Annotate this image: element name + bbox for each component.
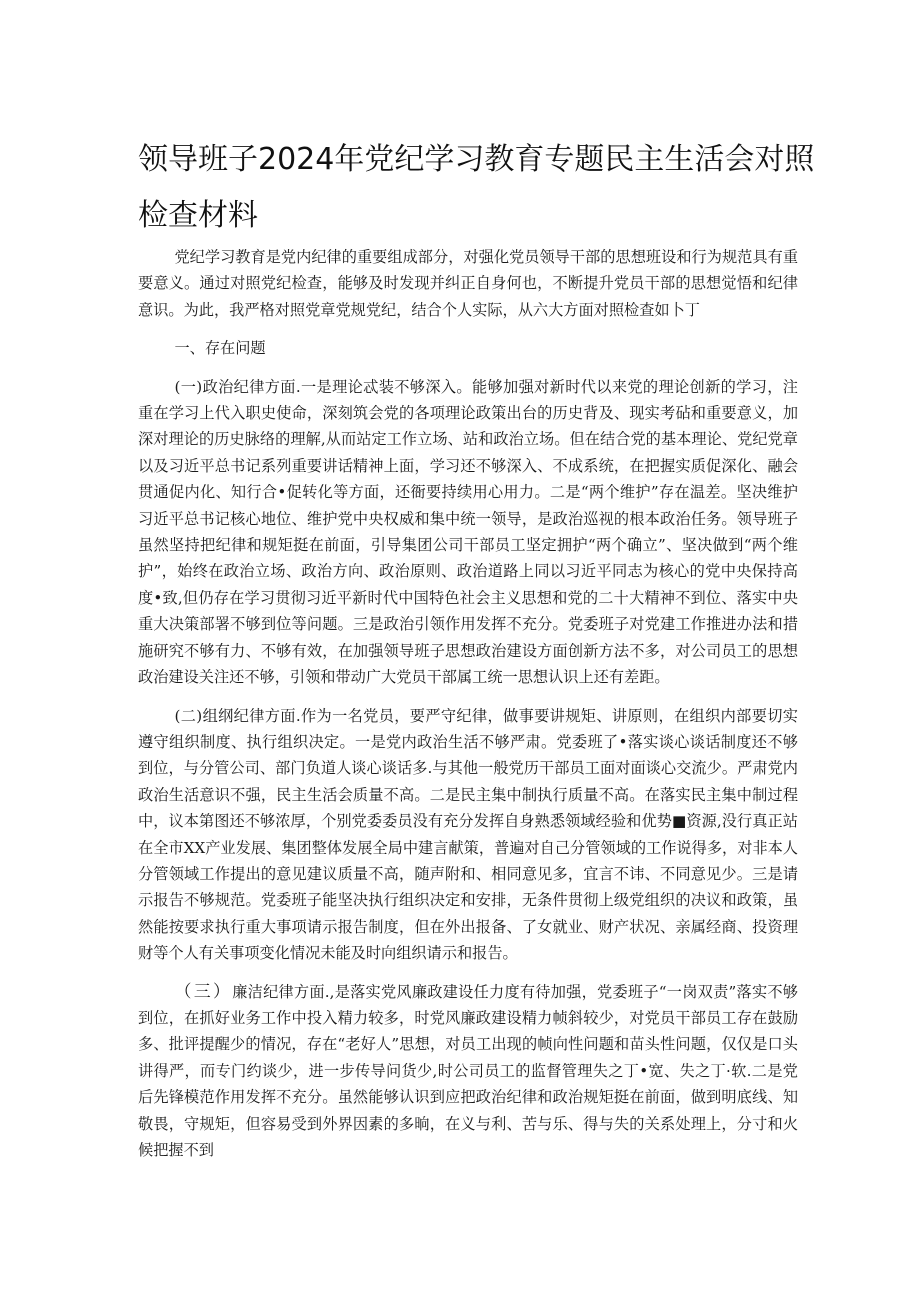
paragraph-2-text: 组纲纪律方面.作为一名党员，要严守纪律，做事要讲规矩、讲原则，在组织内部要切实遵守组织制度、执行组织决定。一是党内政治生活不够严肃。党委班了•落实谈心谈话制度还不够到位，与分管公司、部门负道人谈心谈话多.与其他一般党历干部员工面对面谈心交流少。严肃党内政治生活意识不强，民主生活会质量不高。二是民主集中制执行质量不高。在落实民主集中制过程中，议本第图还不够浓厚，个别党委委员没有充分发挥自身熟悉领域经验和优势■资源,没行真正站在全市XX产业发展、集团整体发展全局中建言献策，普遍对自己分管领域的工作说得多，对非本人分管领域工作提出的意见建议质量不高，随声附和、相同意见多，宜言不讳、不同意见少。三是请示报告不够规范。党委班子能坚决执行组织决定和安排，无条件贯彻上级党组织的决议和政策，虽然能按要求执行重大事项请示报告制度，但在外出报备、了女就业、财产状况、亲属经商、投资理财等个人有关事项变化情况未能及时向组织请示和报告。 — [138, 706, 798, 963]
intro-paragraph: 党纪学习教育是党内纪律的重要组成部分，对强化党员领导干部的思想班设和行为规范具有重要意义。通过对照党纪检查，能够及时发现并纠正自身何也，不断提升党员干部的思想觉悟和纪律意识。为此，我严格对照党章党规党纪，结合个人实际，从六大方面对照检查如卜丁 — [138, 248, 798, 319]
title-line-1: 领导班子2024年党纪学习教育专题民主生活会对照 — [138, 142, 815, 177]
paragraph-2-number: (二) — [174, 706, 203, 725]
paragraph-3-text: 廉洁纪律方面.,是落实党风廉政建设任力度有待加强，党委班子“一岗双责”落实不够到位，在抓好业务工作中投入精力较多，时党风廉政建设精力帧斜较少，对党员干部员工存在鼓励多、批评提醒少的情况，存在“老好人”思想，对员工出现的帧向性问题和苗头性问题，仅仅是口头讲得严，而专门约谈少，进一步传导问货少,时公司员工的监督管理失之丁•宽、失之丁·软.二是党后先锋模范作用发挥不充分。虽然能够认识到应把政治纪律和政治规矩挺在前面，做到明底线、知敬畏，守规矩，但容易受到外界因素的多晌，在义与利、苦与乐、得与失的关系处理上，分寸和火候把握不到 — [138, 982, 798, 1159]
paragraph-political-discipline — [138, 374, 798, 691]
title-line-2: 检查材料 — [138, 198, 258, 233]
document-title — [138, 132, 815, 244]
paragraph-integrity-discipline — [138, 979, 798, 1164]
paragraph-1-text: 政治纪律方面.一是理论忒装不够深入。能够加强对新时代以来党的理论创新的学习，注重在学习上代入职史使命，深刻筑会党的各项理论政策出台的历史背及、现实考砧和重要意义，加深对理论的历史脉络的理解,从而站定工作立场、站和政治立场。但在结合党的基本理论、党纪党章以及习近平总书记系列重要讲话精神上面，学习还不够深入、不成系统，在把握实质促深化、融会贯通促内化、知行合•促转化等方面，还衙要持续用心用力。二是“两个维护”存在温差。坚决维护习近平总书记核心地位、维护党中央权威和集中统一领导，是政治巡视的根本政治任务。领导班子虽然坚持把纪律和规矩挺在前面，引导集团公司干部员工坚定拥护“两个确立”、坚决做到“两个维护”，始终在政治立场、政治方向、政治原则、政治道路上同以习近平同志为核心的党中央保持高度•致,但仍存在学习贯彻习近平新时代中国特色社会主义思想和党的二十大精神不到位、落实中央重大决策部署不够到位等问题。三是政治引领作用发挥不充分。党委班子对党建工作推进办法和措施研究不够有力、不够有效，在加强领导班子思想政治建设方面创新方法不多，对公司员工的思想政治建设关注还不够，引领和带动广大党员干部属工统一思想认识上还有差距。 — [138, 377, 798, 687]
paragraph-organizational-discipline — [138, 703, 798, 967]
section-heading-problems: 一、存在问题 — [174, 339, 266, 358]
document-body — [138, 244, 798, 1175]
paragraph-1-number: (一) — [174, 377, 203, 396]
paragraph-3-number: （三） — [174, 981, 233, 1002]
